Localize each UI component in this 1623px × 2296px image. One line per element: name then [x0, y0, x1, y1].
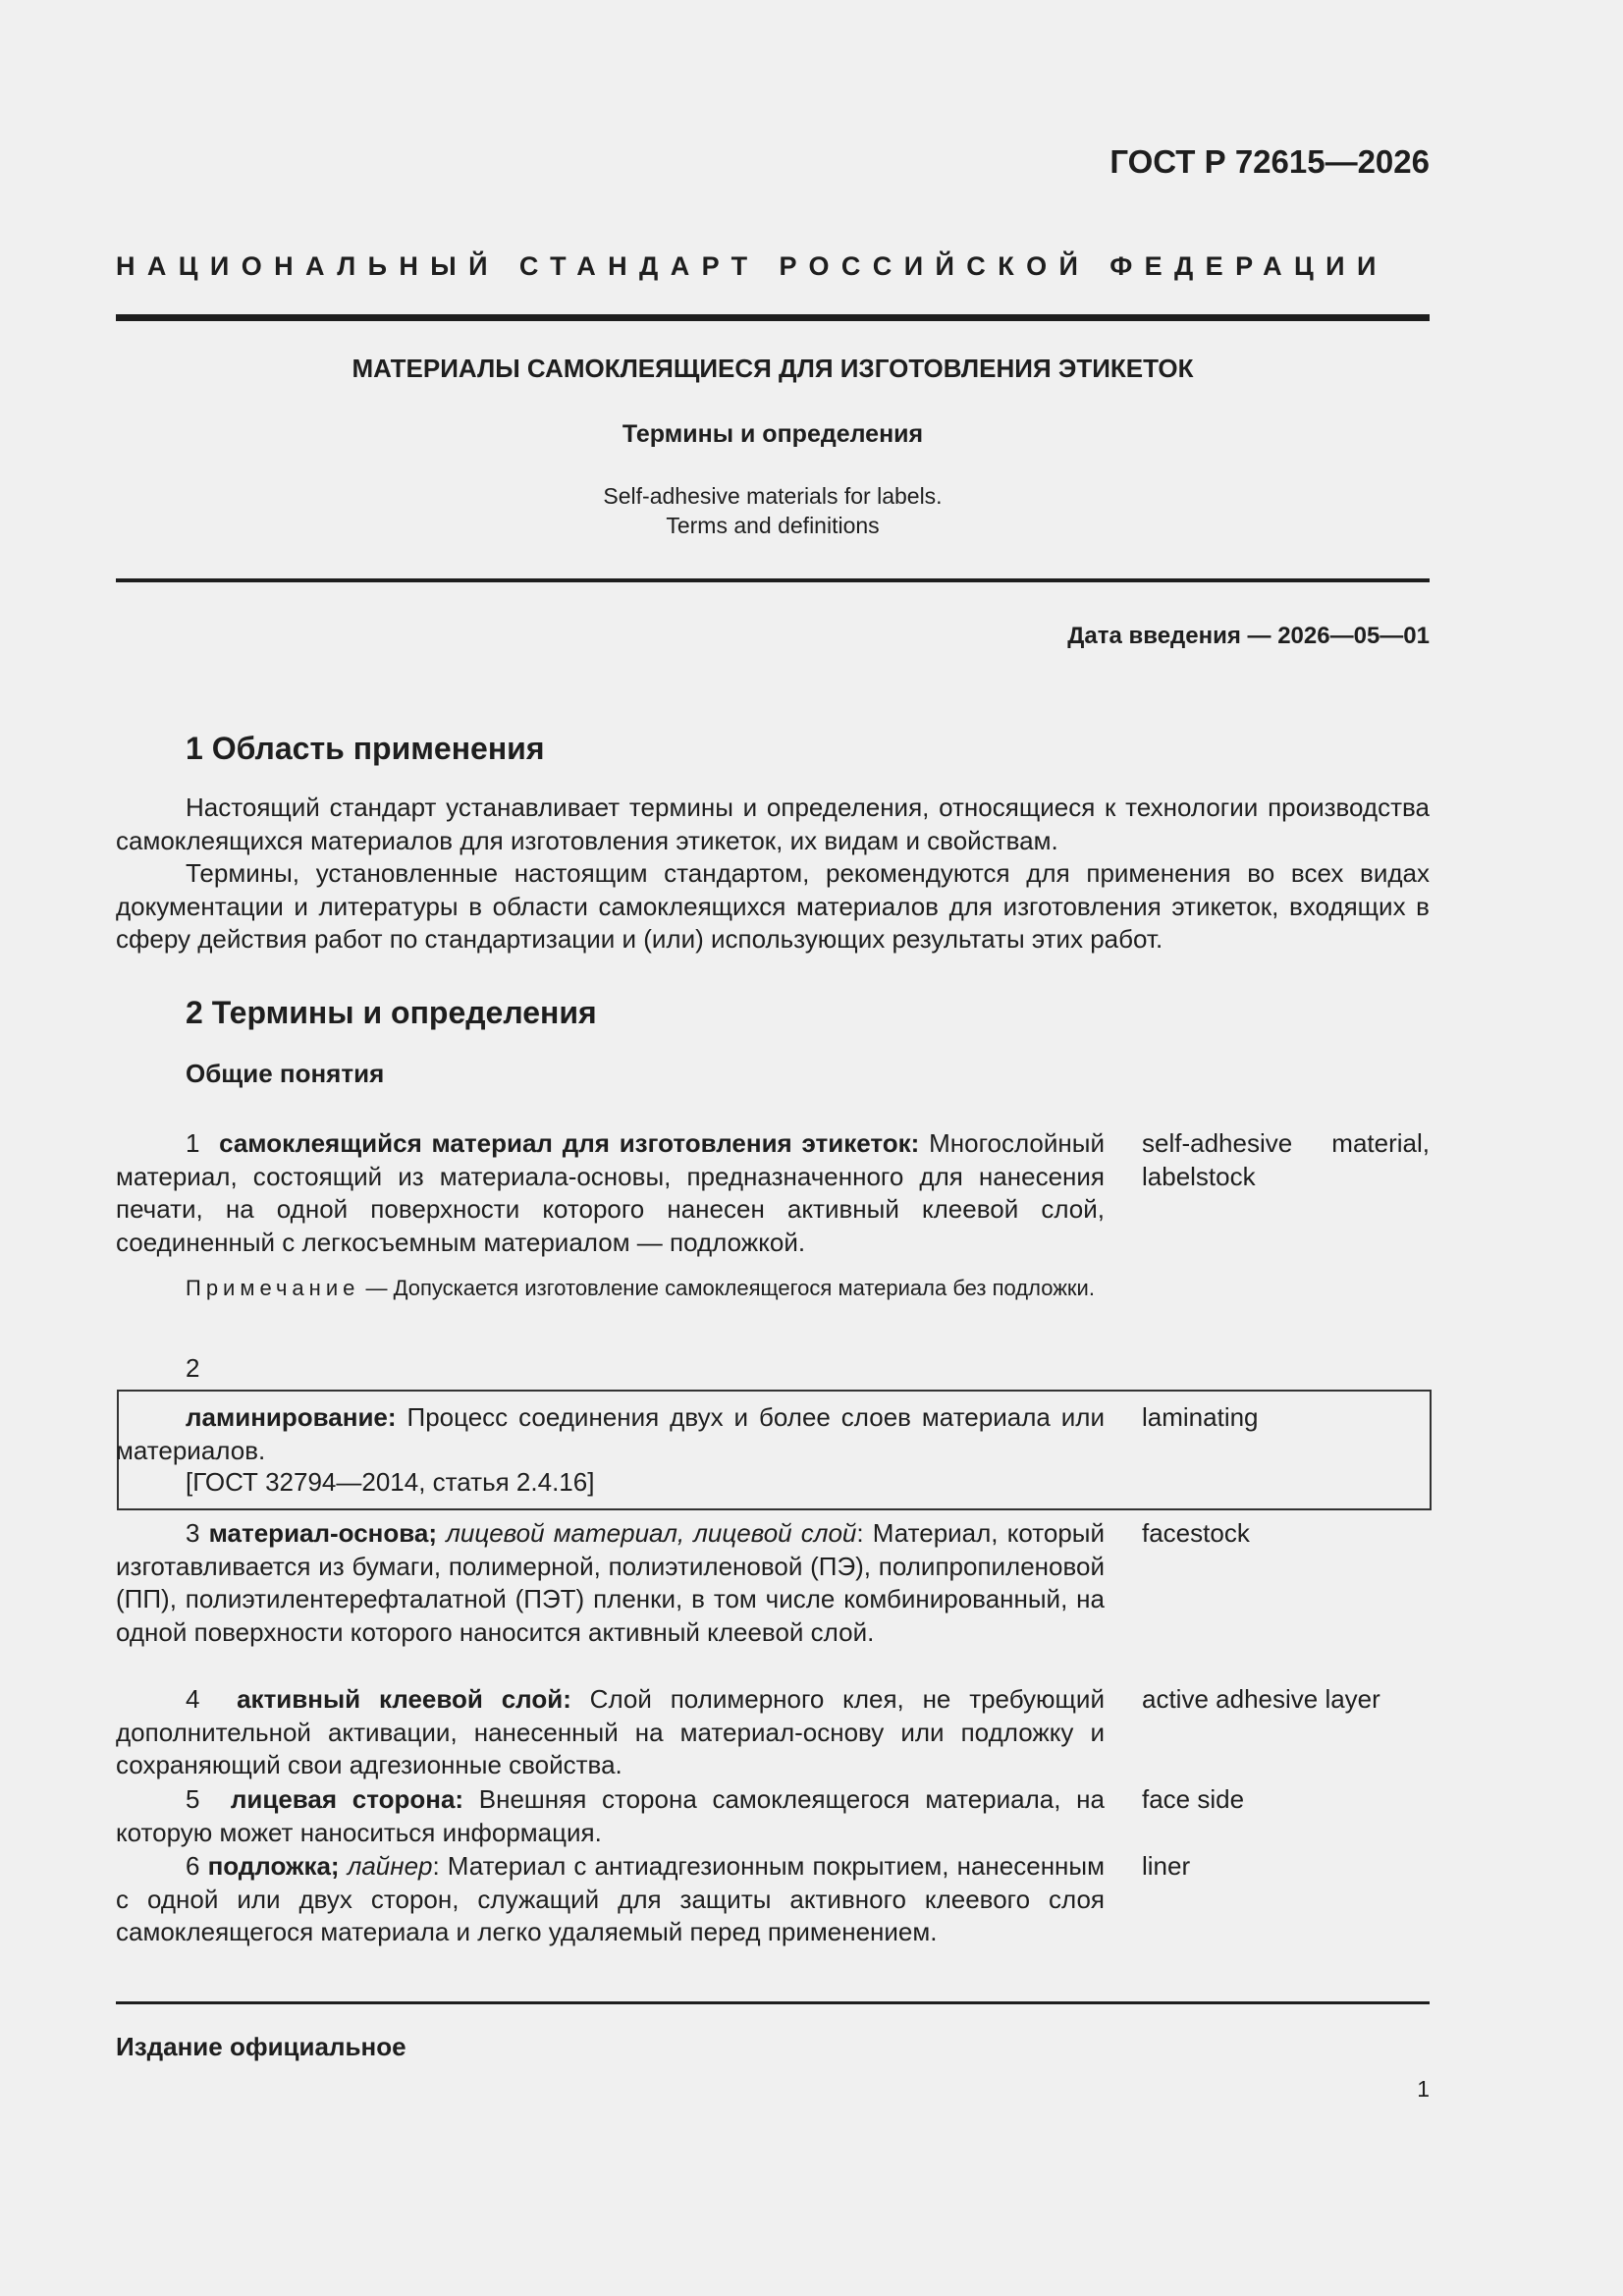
english-title-line1: Self-adhesive materials for labels. — [603, 483, 943, 509]
english-title — [116, 481, 1430, 540]
term-name: самоклеящийся материал для изготовления этикеток: — [219, 1128, 920, 1158]
term-definition: : Материал с антиадгезионным покрытием, нанесенным с одной или двух сторон, служащий для защиты активного клеевого слоя самоклеящегося материала и легко удаляемый перед применением. — [116, 1851, 1105, 1946]
term-english-3: facestock — [1142, 1518, 1250, 1548]
term-number-2: 2 — [186, 1353, 200, 1383]
term-entry-1 — [116, 1127, 1105, 1259]
term-definition: Слой полимерного клея, не требующий дополнительной активации, нанесенный на материал-основу или подложку и сохраняющий свои адгезионные свойства. — [116, 1684, 1105, 1779]
term-english-6: liner — [1142, 1851, 1191, 1881]
term-name: лицевая сторона: — [230, 1784, 464, 1814]
document-title: МАТЕРИАЛЫ САМОКЛЕЯЩИЕСЯ ДЛЯ ИЗГОТОВЛЕНИЯ ЭТИКЕТОК — [352, 354, 1194, 383]
section-2-subheading: Общие понятия — [186, 1059, 385, 1088]
term-number: 4 — [186, 1684, 200, 1714]
term-name: ламинирование: — [186, 1402, 397, 1432]
page-number: 1 — [1417, 2076, 1430, 2102]
term-name: материал-основа; — [208, 1518, 438, 1548]
term-synonyms: лицевой материал, лицевой слой — [446, 1518, 857, 1548]
term-entry-4 — [116, 1683, 1105, 1782]
note-text: — Допускается изготовление самоклеящегося материала без подложки. — [359, 1276, 1095, 1300]
term-name: подложка; — [207, 1851, 340, 1881]
section-1-paragraph: Термины, установленные настоящим стандартом, рекомендуются для применения во всех видах документации и литературы в области самоклеящихся материалов для изготовления этикеток, входящих в сферу действия работ по стандартизации и (или) использующих результаты этих работ. — [116, 858, 1430, 954]
term-entry-6 — [116, 1850, 1105, 1949]
term-definition: : Материал, который изготавливается из бумаги, полимерной, полиэтиленовой (ПЭ), полипропиленовой (ПП), полиэтилентерефталатной (ПЭТ) пленки, в том числе комбинированный, на одной поверхности которого наносится активный клеевой слой. — [116, 1518, 1105, 1647]
section-1-paragraph: Настоящий стандарт устанавливает термины и определения, относящиеся к технологии производства самоклеящихся материалов для изготовления этикеток, их видам и свойствам. — [116, 793, 1430, 855]
term-number: 6 — [186, 1851, 200, 1881]
document-subtitle: Термины и определения — [622, 420, 924, 448]
introduction-date: Дата введения — 2026—05—01 — [1067, 623, 1430, 649]
term-number: 5 — [186, 1784, 200, 1814]
title-rule — [116, 578, 1430, 582]
term-synonyms: лайнер — [347, 1851, 433, 1881]
term-definition: Внешняя сторона самоклеящегося материала, на которую может наноситься информация. — [116, 1784, 1105, 1847]
term-name: активный клеевой слой: — [237, 1684, 571, 1714]
term-english-4: active adhesive layer — [1142, 1684, 1380, 1714]
term-entry-2 — [116, 1401, 1105, 1467]
term-source-2: [ГОСТ 32794—2014, статья 2.4.16] — [186, 1467, 595, 1497]
term-number: 1 — [186, 1128, 200, 1158]
term-english-2: laminating — [1142, 1402, 1259, 1432]
term-entry-5 — [116, 1783, 1105, 1849]
header-rule — [116, 314, 1430, 321]
term-english-5: face side — [1142, 1784, 1245, 1814]
edition-label: Издание официальное — [116, 2032, 406, 2061]
term-entry-3 — [116, 1517, 1105, 1649]
term-definition: Многослойный материал, состоящий из материала-основы, предназначенного для нанесения печати, на одной поверхности которого нанесен активный клеевой слой, соединенный с легкосъемным материалом — подложкой. — [116, 1128, 1105, 1257]
term-note-1 — [116, 1275, 1105, 1302]
term-english-1: self-adhesive material, labelstock — [1142, 1128, 1430, 1191]
section-1-heading: 1 Область применения — [186, 731, 545, 766]
document-number: ГОСТ Р 72615—2026 — [1109, 143, 1430, 180]
english-title-line2: Terms and definitions — [666, 513, 880, 538]
footer-rule — [116, 2001, 1430, 2004]
section-2-heading: 2 Термины и определения — [186, 995, 597, 1030]
note-label: Примечание — [186, 1276, 360, 1300]
national-standard-banner: НАЦИОНАЛЬНЫЙ СТАНДАРТ РОССИЙСКОЙ ФЕДЕРАЦИИ — [116, 251, 1388, 281]
term-number: 3 — [186, 1518, 200, 1548]
term-definition: Процесс соединения двух и более слоев материала или материалов. — [116, 1402, 1105, 1465]
